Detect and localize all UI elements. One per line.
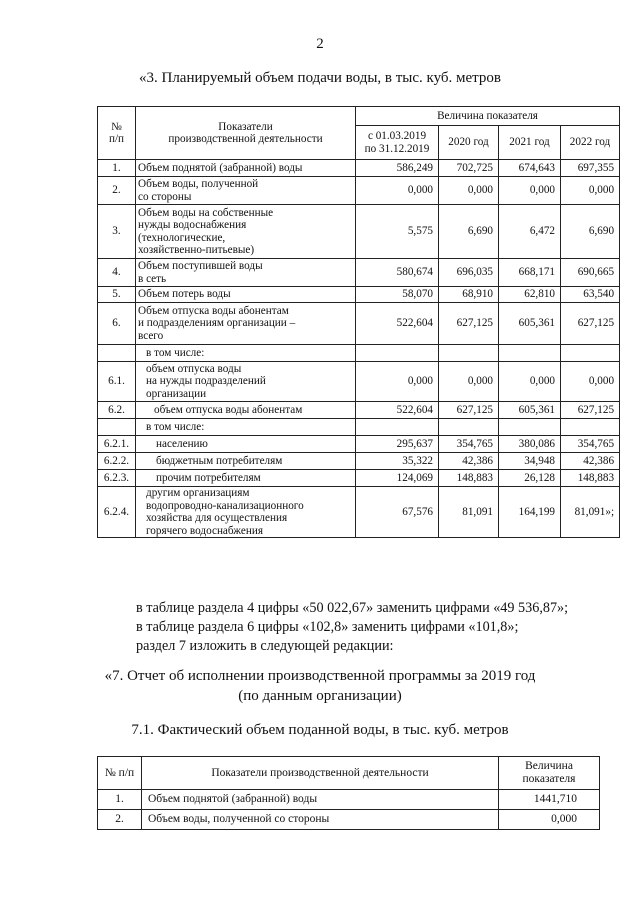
table-row — [98, 436, 620, 453]
row-value: 124,069 — [356, 470, 439, 487]
row-name: в том числе: — [136, 419, 356, 436]
header-indicator: Показатели производственной деятельности — [136, 107, 356, 160]
header-num: № п/п — [98, 107, 136, 160]
row-value: 0,000 — [499, 810, 600, 830]
row-name: Объем поднятой (забранной) воды — [136, 160, 356, 177]
row-value — [499, 345, 561, 362]
row-value: 58,070 — [356, 287, 439, 303]
row-value: 164,199 — [499, 487, 561, 538]
row-value: 0,000 — [561, 177, 620, 205]
row-value — [439, 419, 499, 436]
table-row — [98, 259, 620, 287]
row-value: 605,361 — [499, 402, 561, 419]
row-value: 627,125 — [561, 402, 620, 419]
row-name: Объем отпуска воды абонентам и подразделениям организации – всего — [136, 303, 356, 345]
row-name: Объем поступившей воды в сеть — [136, 259, 356, 287]
row-value — [356, 345, 439, 362]
row-value: 0,000 — [356, 177, 439, 205]
header-value: Величина показателя — [499, 757, 600, 790]
header-period: 2022 год — [561, 126, 620, 160]
table-row — [98, 160, 620, 177]
row-value — [356, 419, 439, 436]
row-name: в том числе: — [136, 345, 356, 362]
table-row — [98, 205, 620, 259]
row-value — [439, 345, 499, 362]
row-value: 522,604 — [356, 303, 439, 345]
row-value: 0,000 — [561, 362, 620, 402]
row-value: 354,765 — [439, 436, 499, 453]
table-row — [98, 362, 620, 402]
row-value: 696,035 — [439, 259, 499, 287]
row-name: объем отпуска воды абонентам — [136, 402, 356, 419]
header-value-group: Величина показателя — [356, 107, 620, 126]
header-period: 2020 год — [439, 126, 499, 160]
table-row — [98, 419, 620, 436]
table-row — [98, 303, 620, 345]
row-value: 62,810 — [499, 287, 561, 303]
row-value: 627,125 — [561, 303, 620, 345]
row-value: 627,125 — [439, 402, 499, 419]
row-value: 67,576 — [356, 487, 439, 538]
row-value: 68,910 — [439, 287, 499, 303]
row-num: 6.2.4. — [98, 487, 136, 538]
row-num — [98, 419, 136, 436]
row-num: 6.2. — [98, 402, 136, 419]
row-num: 1. — [98, 160, 136, 177]
row-name: Объем воды, полученной со стороны — [136, 177, 356, 205]
table-row — [98, 453, 620, 470]
row-num: 1. — [98, 790, 142, 810]
planned-water-supply-table — [97, 106, 620, 538]
row-num: 6.2.2. — [98, 453, 136, 470]
row-value — [499, 419, 561, 436]
row-value: 6,690 — [439, 205, 499, 259]
row-value: 380,086 — [499, 436, 561, 453]
header-indicator: Показатели производственной деятельности — [142, 757, 499, 790]
row-name: Объем воды на собственные нужды водоснабжения (технологические, хозяйственно-питьевые) — [136, 205, 356, 259]
row-name: бюджетным потребителям — [136, 453, 356, 470]
amendment-line: в таблице раздела 6 цифры «102,8» заменить цифрами «101,8»; — [136, 619, 519, 635]
row-value: 0,000 — [499, 177, 561, 205]
row-name: объем отпуска воды на нужды подразделений организации — [136, 362, 356, 402]
row-num: 2. — [98, 177, 136, 205]
row-value: 627,125 — [439, 303, 499, 345]
row-value: 0,000 — [356, 362, 439, 402]
row-value: 295,637 — [356, 436, 439, 453]
row-name: населению — [136, 436, 356, 453]
row-name: Объем поднятой (забранной) воды — [142, 790, 499, 810]
row-value: 81,091 — [439, 487, 499, 538]
row-value: 674,643 — [499, 160, 561, 177]
row-num: 6.2.1. — [98, 436, 136, 453]
row-value: 586,249 — [356, 160, 439, 177]
row-value: 0,000 — [499, 362, 561, 402]
row-value: 6,690 — [561, 205, 620, 259]
row-value: 702,725 — [439, 160, 499, 177]
actual-water-supply-table — [97, 756, 600, 830]
section7-title: «7. Отчет об исполнении производственной программы за 2019 год — [104, 668, 536, 684]
row-value: 81,091»; — [561, 487, 620, 538]
row-value: 522,604 — [356, 402, 439, 419]
table-row — [98, 402, 620, 419]
row-name: другим организациям водопроводно-канализационного хозяйства для осуществления горячего водоснабжения — [136, 487, 356, 538]
row-value: 668,171 — [499, 259, 561, 287]
row-value: 697,355 — [561, 160, 620, 177]
row-num: 6.2.3. — [98, 470, 136, 487]
table-row — [98, 470, 620, 487]
row-value: 34,948 — [499, 453, 561, 470]
row-name: Объем воды, полученной со стороны — [142, 810, 499, 830]
row-value: 6,472 — [499, 205, 561, 259]
row-value — [561, 419, 620, 436]
row-value: 42,386 — [561, 453, 620, 470]
header-period: с 01.03.2019 по 31.12.2019 — [356, 126, 439, 160]
amendment-line: раздел 7 изложить в следующей редакции: — [136, 638, 394, 654]
row-value — [561, 345, 620, 362]
row-value: 148,883 — [439, 470, 499, 487]
table-row — [98, 345, 620, 362]
row-value: 354,765 — [561, 436, 620, 453]
section71-title: 7.1. Фактический объем поданной воды, в тыс. куб. метров — [131, 722, 509, 738]
row-value: 5,575 — [356, 205, 439, 259]
row-num: 6. — [98, 303, 136, 345]
table-row — [98, 177, 620, 205]
header-num: № п/п — [98, 757, 142, 790]
row-value: 148,883 — [561, 470, 620, 487]
row-num: 2. — [98, 810, 142, 830]
page-number: 2 — [316, 36, 324, 52]
table3-title: «3. Планируемый объем подачи воды, в тыс. куб. метров — [138, 70, 502, 86]
table-row — [98, 287, 620, 303]
row-name: прочим потребителям — [136, 470, 356, 487]
section7-subtitle-note: (по данным организации) — [238, 688, 402, 704]
row-num: 4. — [98, 259, 136, 287]
row-value: 1441,710 — [499, 790, 600, 810]
row-value: 26,128 — [499, 470, 561, 487]
row-num: 3. — [98, 205, 136, 259]
row-value: 580,674 — [356, 259, 439, 287]
row-value: 0,000 — [439, 177, 499, 205]
row-value: 42,386 — [439, 453, 499, 470]
row-num — [98, 345, 136, 362]
row-num: 6.1. — [98, 362, 136, 402]
header-period: 2021 год — [499, 126, 561, 160]
row-name: Объем потерь воды — [136, 287, 356, 303]
row-value: 690,665 — [561, 259, 620, 287]
row-value: 35,322 — [356, 453, 439, 470]
row-num: 5. — [98, 287, 136, 303]
amendment-line: в таблице раздела 4 цифры «50 022,67» заменить цифрами «49 536,87»; — [136, 600, 569, 616]
row-value: 0,000 — [439, 362, 499, 402]
row-value: 63,540 — [561, 287, 620, 303]
table-row — [98, 487, 620, 538]
row-value: 605,361 — [499, 303, 561, 345]
